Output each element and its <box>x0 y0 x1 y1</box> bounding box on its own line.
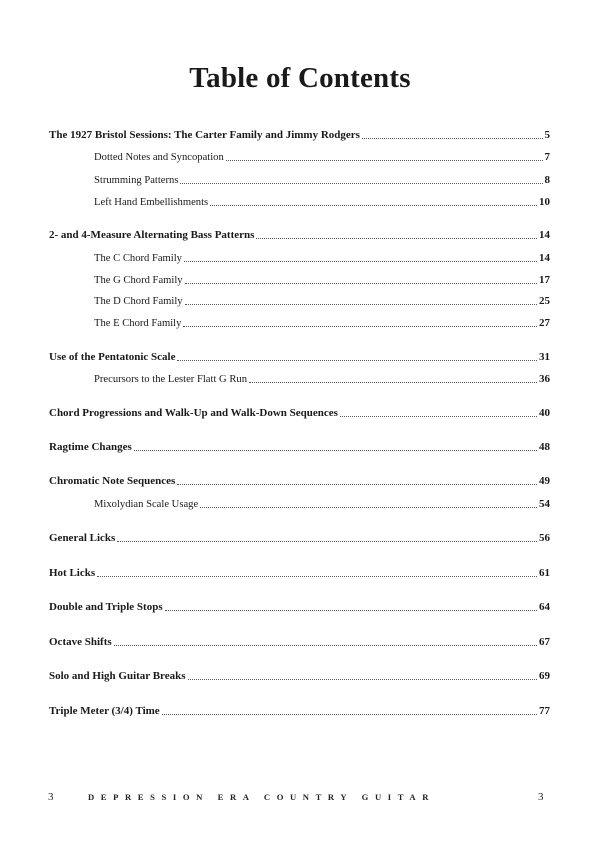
dot-leader <box>162 713 537 715</box>
toc-entry[interactable] <box>49 566 550 580</box>
toc-entry[interactable] <box>49 350 550 364</box>
dot-leader <box>249 381 537 383</box>
dot-leader <box>362 137 543 139</box>
toc-entry[interactable] <box>49 440 550 454</box>
toc-entry[interactable] <box>49 669 550 683</box>
toc-entry-label: 2- and 4-Measure Alternating Bass Patterns <box>49 229 255 241</box>
dot-leader <box>183 325 537 327</box>
toc-subentry[interactable] <box>94 251 550 265</box>
toc-entry-label: The C Chord Family <box>94 253 182 264</box>
toc-entry[interactable] <box>49 704 550 718</box>
toc-entry-page: 61 <box>539 567 550 579</box>
dot-leader <box>200 506 537 508</box>
toc-entry-page: 17 <box>539 274 550 286</box>
toc-entry-label: General Licks <box>49 532 116 544</box>
toc-subentry[interactable] <box>94 150 550 164</box>
toc-entry-page: 10 <box>539 196 550 208</box>
toc-entry-page: 54 <box>539 498 550 510</box>
toc-entry-page: 31 <box>539 351 550 363</box>
toc-entry[interactable] <box>49 128 550 142</box>
dot-leader <box>114 644 537 646</box>
dot-leader <box>188 678 537 680</box>
dot-leader <box>117 540 537 542</box>
dot-leader <box>165 609 537 611</box>
dot-leader <box>340 415 537 417</box>
toc-entry-page: 49 <box>539 475 550 487</box>
dot-leader <box>226 159 543 161</box>
toc-entry[interactable] <box>49 228 550 242</box>
toc-entry-page: 25 <box>539 295 550 307</box>
toc-subentry[interactable] <box>94 173 550 187</box>
toc-entry-label: Chromatic Note Sequences <box>49 475 176 487</box>
toc-entry[interactable] <box>49 600 550 614</box>
toc-entry-label: Dotted Notes and Syncopation <box>94 152 224 163</box>
dot-leader <box>210 204 537 206</box>
toc-subentry[interactable] <box>94 294 550 308</box>
toc-entry-label: Ragtime Changes <box>49 441 132 453</box>
toc-entry-label: Octave Shifts <box>49 636 112 648</box>
dot-leader <box>185 303 537 305</box>
toc-entry-page: 14 <box>539 252 550 264</box>
dot-leader <box>180 182 542 184</box>
toc-entry-label: The D Chord Family <box>94 296 183 307</box>
toc-entry-page: 8 <box>544 174 550 186</box>
toc-entry-page: 40 <box>539 407 550 419</box>
toc-entry[interactable] <box>49 474 550 488</box>
toc-entry-label: The 1927 Bristol Sessions: The Carter Family and Jimmy Rodgers <box>49 129 360 141</box>
toc-entry[interactable] <box>49 635 550 649</box>
toc-entry-page: 27 <box>539 317 550 329</box>
footer-running-title: DEPRESSION ERA COUNTRY GUITAR <box>88 792 436 802</box>
toc-subentry[interactable] <box>94 273 550 287</box>
toc-entry-page: 48 <box>539 441 550 453</box>
dot-leader <box>177 483 537 485</box>
toc-entry-page: 36 <box>539 373 550 385</box>
toc-entry-page: 14 <box>539 229 550 241</box>
toc-entry-label: Left Hand Embellishments <box>94 197 209 208</box>
footer-page-number-right: 3 <box>538 791 544 803</box>
toc-entry[interactable] <box>49 406 550 420</box>
toc-subentry[interactable] <box>94 372 550 386</box>
toc-entry-page: 64 <box>539 601 550 613</box>
toc-entry-label: Precursors to the Lester Flatt G Run <box>94 374 247 385</box>
toc-entry-label: Solo and High Guitar Breaks <box>49 670 186 682</box>
toc-entry-page: 56 <box>539 532 550 544</box>
toc-entry[interactable] <box>49 531 550 545</box>
toc-subentry[interactable] <box>94 195 550 209</box>
footer-page-number-left: 3 <box>48 791 54 803</box>
toc-entry-page: 69 <box>539 670 550 682</box>
toc-entry-label: The E Chord Family <box>94 318 182 329</box>
dot-leader <box>184 260 537 262</box>
dot-leader <box>134 449 537 451</box>
dot-leader <box>256 237 537 239</box>
toc-entry-label: The G Chord Family <box>94 275 183 286</box>
toc-entry-page: 67 <box>539 636 550 648</box>
page-title: Table of Contents <box>189 62 411 94</box>
toc-entry-label: Double and Triple Stops <box>49 601 163 613</box>
toc-entry-label: Chord Progressions and Walk-Up and Walk-Down Sequences <box>49 407 338 419</box>
toc-entry-label: Triple Meter (3/4) Time <box>49 705 160 717</box>
dot-leader <box>97 575 537 577</box>
dot-leader <box>177 359 537 361</box>
toc-entry-page: 7 <box>544 151 550 163</box>
toc-subentry[interactable] <box>94 497 550 511</box>
toc-entry-page: 77 <box>539 705 550 717</box>
toc-subentry[interactable] <box>94 316 550 330</box>
toc-entry-label: Hot Licks <box>49 567 96 579</box>
toc-entry-label: Strumming Patterns <box>94 175 179 186</box>
toc-entry-label: Mixolydian Scale Usage <box>94 499 199 510</box>
dot-leader <box>185 282 537 284</box>
toc-entry-label: Use of the Pentatonic Scale <box>49 351 176 363</box>
page-footer <box>0 791 600 807</box>
toc-entry-page: 5 <box>544 129 550 141</box>
